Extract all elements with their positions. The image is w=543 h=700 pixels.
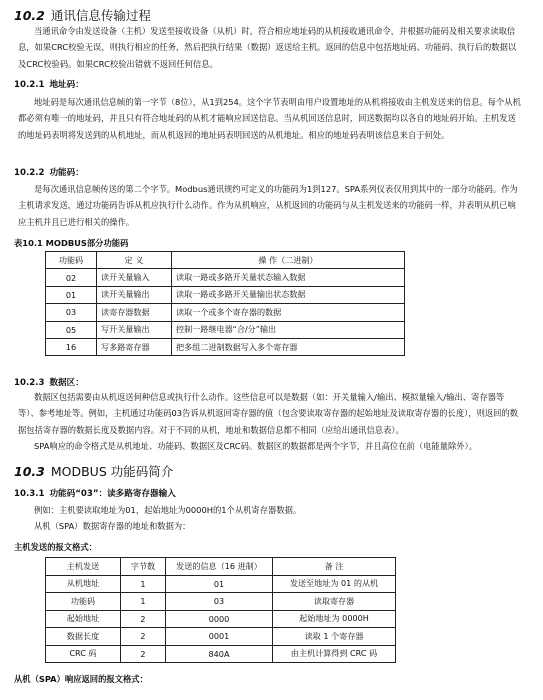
subsection-heading-fc03 [14, 487, 176, 499]
data-area-paragraph: 数据区包括需要由从机返送何种信息或执行什么动作。这些信息可以是数据（如：开关量输入/输出、模拟量输入/输出、寄存器等等）、参考地址等。例如，主机通过功能码03告诉从机返回寄存器的值（包含要读取寄存器的起始地址及读取寄存器的长度），则返回的数据包括寄存器的数据长度及数据内容。对于不同的从机，地址和数据信息都不相同（应给出通讯信息表）。 [18, 392, 519, 435]
modbus-function-table [45, 251, 405, 356]
subsection-number: 10.2.1 [14, 80, 45, 90]
table-cell: 从机地址 [46, 575, 121, 593]
intro-paragraph: 当通讯命令由发送设备（主机）发送至接收设备（从机）时，符合相应地址码的从机接收通讯命令，并根据功能码及相关要求读取信息，如果CRC校验无误，则执行相应的任务，然后把执行结果（数据）返送给主机。返回的信息中包括地址码、功能码、执行后的数据以及CRC校验码。如果CRC校验出错就不返回任何信息。 [18, 26, 517, 69]
address-paragraph: 地址码是每次通讯信息帧的第一字节（8位），从1到254。这个字节表明由用户设置地址的从机将接收由主机发送来的信息。每个从机都必须有唯一的地址码，并且只有符合地址码的从机才能响应回送信息。当从机回送信息时，回送数据均以各自的地址码开始。主机发送的地址码表明将发送到的从机地址，而从机返回的地址码表明回送的从机地址。相应的地址码表明该信息来自于何处。 [18, 97, 521, 140]
table-cell: 起始地址为 0000H [273, 610, 396, 628]
table-cell: 0001 [166, 628, 273, 646]
header-cell: 发送的信息（16 进制） [166, 558, 273, 576]
table-cell: 读取 1 个寄存器 [273, 628, 396, 646]
table-cell: 2 [121, 610, 166, 628]
header-cell: 操 作（二进制） [172, 252, 405, 269]
header-cell: 功能码 [46, 252, 97, 269]
section-title: 通讯信息传输过程 [50, 8, 151, 23]
table-row [46, 645, 396, 663]
table-cell: 03 [166, 593, 273, 611]
subsection-number: 10.2.3 [14, 378, 45, 388]
table-cell: 写多路寄存器 [97, 338, 172, 355]
subsection-heading-address [14, 78, 84, 90]
table-row [46, 628, 396, 646]
table-cell: 读开关量输出 [97, 286, 172, 303]
table-cell: 读取一路或多路开关量状态输入数据 [172, 269, 405, 286]
master-send-table [45, 557, 396, 663]
subsection-number: 10.3.1 [14, 489, 45, 499]
table-cell: 02 [46, 269, 97, 286]
table-cell: 1 [121, 593, 166, 611]
subsection-title: 功能码： [49, 168, 84, 178]
table-cell: 写开关量输出 [97, 321, 172, 338]
table-row [46, 593, 396, 611]
subsection-title: 功能码“03”：读多路寄存器输入 [49, 489, 176, 499]
table-cell: 1 [121, 575, 166, 593]
table-cell: 16 [46, 338, 97, 355]
table-cell: 01 [166, 575, 273, 593]
table-cell: 读寄存器数据 [97, 304, 172, 321]
table-cell: 读取寄存器 [273, 593, 396, 611]
section-number: 10.3 [14, 464, 45, 479]
table-header-row [46, 558, 396, 576]
example-line-1: 例如：主机要读取地址为01，起始地址为0000H的1个从机寄存器数据。 [34, 505, 302, 515]
section-number: 10.2 [14, 8, 45, 23]
table-cell: 由主机计算得到 CRC 码 [273, 645, 396, 663]
table-cell: 05 [46, 321, 97, 338]
subsection-heading-data-area [14, 376, 84, 388]
table-cell: 发送至地址为 01 的从机 [273, 575, 396, 593]
table-cell: CRC 码 [46, 645, 121, 663]
table-caption-modbus: 表10.1 MODBUS部分功能码 [14, 238, 129, 248]
subsection-number: 10.2.2 [14, 168, 45, 178]
table-cell: 840A [166, 645, 273, 663]
table-cell: 2 [121, 628, 166, 646]
table-cell: 起始地址 [46, 610, 121, 628]
table-row [46, 286, 405, 303]
example-line-2: 从机（SPA）数据寄存器的地址和数据为： [34, 521, 191, 531]
table-cell: 0000 [166, 610, 273, 628]
table-cell: 01 [46, 286, 97, 303]
header-cell: 主机发送 [46, 558, 121, 576]
table-row [46, 321, 405, 338]
table-cell: 功能码 [46, 593, 121, 611]
table-cell: 读取一个或多个寄存器的数据 [172, 304, 405, 321]
table-row [46, 338, 405, 355]
table-cell: 2 [121, 645, 166, 663]
table-cell: 读开关量输入 [97, 269, 172, 286]
table-cell: 03 [46, 304, 97, 321]
subsection-heading-function-code [14, 166, 84, 178]
table-row [46, 575, 396, 593]
subsection-title: 地址码： [49, 80, 84, 90]
function-code-paragraph: 是每次通讯信息帧传送的第二个字节。Modbus通讯规约可定义的功能码为1到127。SPA系列仪表仅用到其中的一部分功能码。作为主机请求发送，通过功能码告诉从机应执行什么动作。作为从机响应，从机返回的功能码与从主机发送来的功能码一样，并表明从机已响应主机并且已进行相关的操作。 [18, 184, 518, 227]
table-row [46, 269, 405, 286]
spa-response-paragraph: SPA响应的命令格式是从机地址、功能码、数据区及CRC码。数据区的数据都是两个字节，并且高位在前（电能量除外）。 [34, 441, 478, 451]
subsection-title: 数据区： [49, 378, 84, 388]
section-heading-10-3 [14, 462, 173, 480]
table-cell: 把多组二进制数据写入多个寄存器 [172, 338, 405, 355]
header-cell: 字节数 [121, 558, 166, 576]
table-row [46, 610, 396, 628]
table-cell: 控制一路继电器“合/分”输出 [172, 321, 405, 338]
table-cell: 数据长度 [46, 628, 121, 646]
table-header-row [46, 252, 405, 269]
section-title: MODBUS 功能码简介 [50, 464, 174, 479]
header-cell: 备 注 [273, 558, 396, 576]
reply-format-caption: 从机（SPA）响应返回的报文格式： [14, 674, 148, 684]
send-format-caption: 主机发送的报文格式： [14, 542, 97, 552]
table-cell: 读取一路或多路开关量输出状态数据 [172, 286, 405, 303]
header-cell: 定 义 [97, 252, 172, 269]
table-row [46, 304, 405, 321]
section-heading-10-2 [14, 6, 151, 24]
